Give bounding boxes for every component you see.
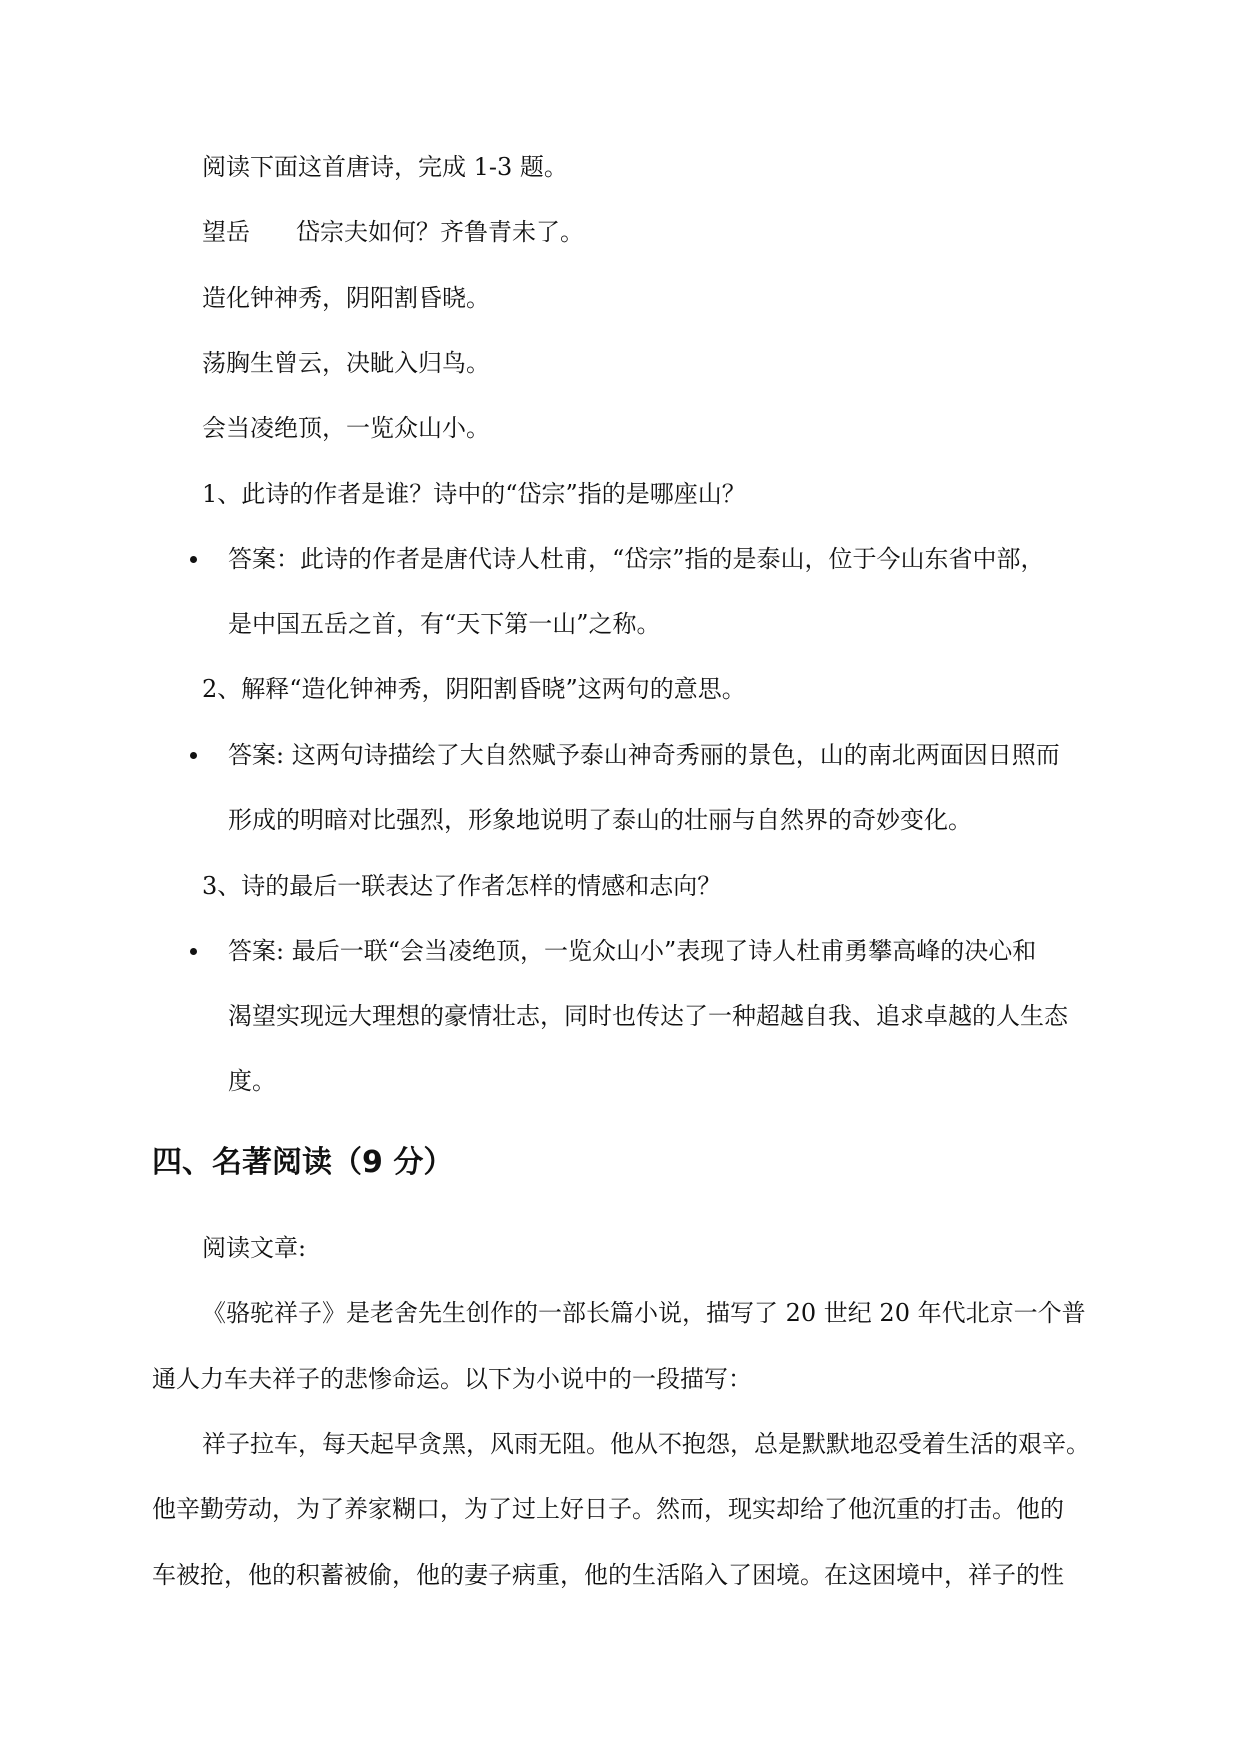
bullet-icon [190,556,197,563]
answer-1-line-2: 是中国五岳之首，有“天下第一山”之称。 [228,610,661,638]
reading-prompt: 阅读文章: [202,1234,307,1262]
answer-3-line-3: 度。 [228,1067,276,1095]
poem-line-3: 荡胸生曾云，决眦入归鸟。 [202,349,490,377]
answer-2-line-2: 形成的明暗对比强烈，形象地说明了泰山的壮丽与自然界的奇妙变化。 [228,806,972,834]
answer-3-line-2: 渴望实现远大理想的豪情壮志，同时也传达了一种超越自我、追求卓越的人生态 [228,1002,1068,1030]
question-3: 3、诗的最后一联表达了作者怎样的情感和志向？ [202,872,722,900]
paragraph-1-line-1: 《骆驼祥子》是老舍先生创作的一部长篇小说，描写了 20 世纪 20 年代北京一个普 [202,1299,1086,1327]
paragraph-2-line-2: 他辛勤劳动，为了养家糊口，为了过上好日子。然而，现实却给了他沉重的打击。他的 [152,1495,1064,1523]
bullet-icon [190,948,197,955]
question-1: 1、此诗的作者是谁？诗中的“岱宗”指的是哪座山？ [202,480,746,508]
paragraph-1-line-2: 通人力车夫祥子的悲惨命运。以下为小说中的一段描写： [152,1365,752,1393]
paragraph-2-line-3: 车被抢，他的积蓄被偷，他的妻子病重，他的生活陷入了困境。在这困境中，祥子的性 [152,1561,1064,1589]
poem-line-2: 造化钟神秀，阴阳割昏晓。 [202,284,490,312]
paragraph-2-line-1: 祥子拉车，每天起早贪黑，风雨无阻。他从不抱怨，总是默默地忍受着生活的艰辛。 [202,1430,1090,1458]
answer-3-line-1: 答案: 最后一联“会当凌绝顶，一览众山小”表现了诗人杜甫勇攀高峰的决心和 [228,937,1037,965]
poem-title: 望岳 [202,218,250,246]
section-heading: 四、名著阅读（9 分） [152,1145,454,1180]
poem-title-line [202,217,584,247]
poem-line-1: 岱宗夫如何？齐鲁青未了。 [296,218,584,246]
answer-2-line-1: 答案: 这两句诗描绘了大自然赋予泰山神奇秀丽的景色，山的南北两面因日照而 [228,741,1060,769]
question-2: 2、解释“造化钟神秀，阴阳割昏晓”这两句的意思。 [202,675,746,703]
bullet-icon [190,752,197,759]
poem-line-4: 会当凌绝顶，一览众山小。 [202,414,490,442]
poem-intro: 阅读下面这首唐诗，完成 1-3 题。 [202,153,568,181]
answer-1-line-1: 答案：此诗的作者是唐代诗人杜甫，“岱宗”指的是泰山，位于今山东省中部， [228,545,1045,573]
